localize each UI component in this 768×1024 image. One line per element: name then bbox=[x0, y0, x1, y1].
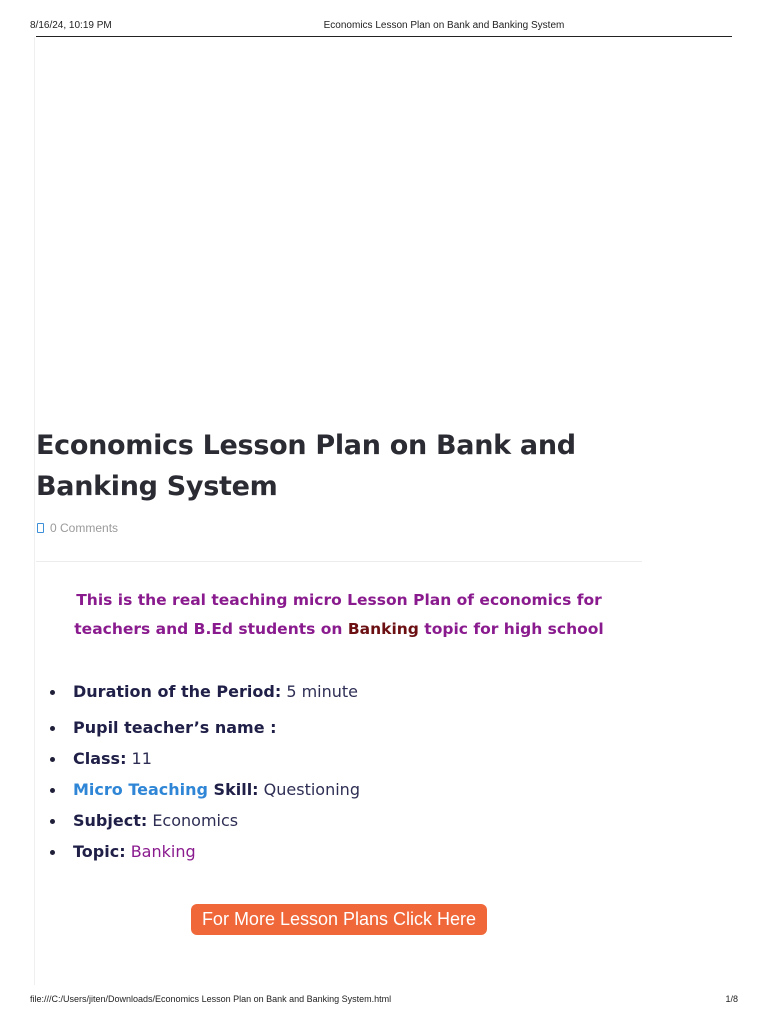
comment-icon bbox=[37, 523, 44, 533]
micro-teaching-link[interactable]: Micro Teaching bbox=[73, 780, 208, 799]
more-lesson-plans-button[interactable]: For More Lesson Plans Click Here bbox=[191, 904, 487, 935]
intro-text-2: topic for high school bbox=[418, 620, 604, 638]
print-footer-page: 1/8 bbox=[725, 994, 738, 1004]
intro-text-1: This is the real teaching micro Lesson Plan of economics for teachers and B.Ed students on bbox=[74, 591, 602, 638]
list-item-subject bbox=[48, 805, 638, 836]
list-item-pupil bbox=[48, 712, 638, 743]
divider bbox=[36, 561, 642, 562]
print-title: Economics Lesson Plan on Bank and Banking System bbox=[323, 20, 565, 31]
list-item-duration bbox=[48, 676, 638, 712]
class-value: 11 bbox=[126, 749, 152, 768]
subject-label: Subject: bbox=[73, 811, 148, 830]
subject-value: Economics bbox=[147, 811, 239, 830]
list-item-topic bbox=[48, 836, 638, 867]
topic-label: Topic: bbox=[73, 842, 126, 861]
list-item-class bbox=[48, 743, 638, 774]
duration-value: 5 minute bbox=[281, 682, 359, 701]
comments-meta[interactable] bbox=[37, 521, 118, 535]
header-rule bbox=[36, 36, 732, 37]
print-header bbox=[0, 0, 768, 40]
duration-label: Duration of the Period: bbox=[73, 682, 282, 701]
intro-banking-highlight: Banking bbox=[347, 620, 419, 638]
skill-value: Questioning bbox=[258, 780, 360, 799]
list-item-skill bbox=[48, 774, 638, 805]
pupil-label: Pupil teacher’s name : bbox=[73, 718, 277, 737]
class-label: Class: bbox=[73, 749, 127, 768]
print-footer-url: file:///C:/Users/jiten/Downloads/Economics Lesson Plan on Bank and Banking System.html bbox=[30, 994, 392, 1004]
page-edge bbox=[34, 37, 35, 985]
article-title: Economics Lesson Plan on Bank and Banking System bbox=[36, 430, 576, 502]
lesson-details-list bbox=[48, 676, 638, 867]
topic-link[interactable]: Banking bbox=[125, 842, 196, 861]
skill-label: Skill: bbox=[207, 780, 259, 799]
comments-count: 0 Comments bbox=[50, 521, 119, 535]
print-date: 8/16/24, 10:19 PM bbox=[30, 20, 112, 31]
intro-paragraph bbox=[36, 586, 642, 644]
